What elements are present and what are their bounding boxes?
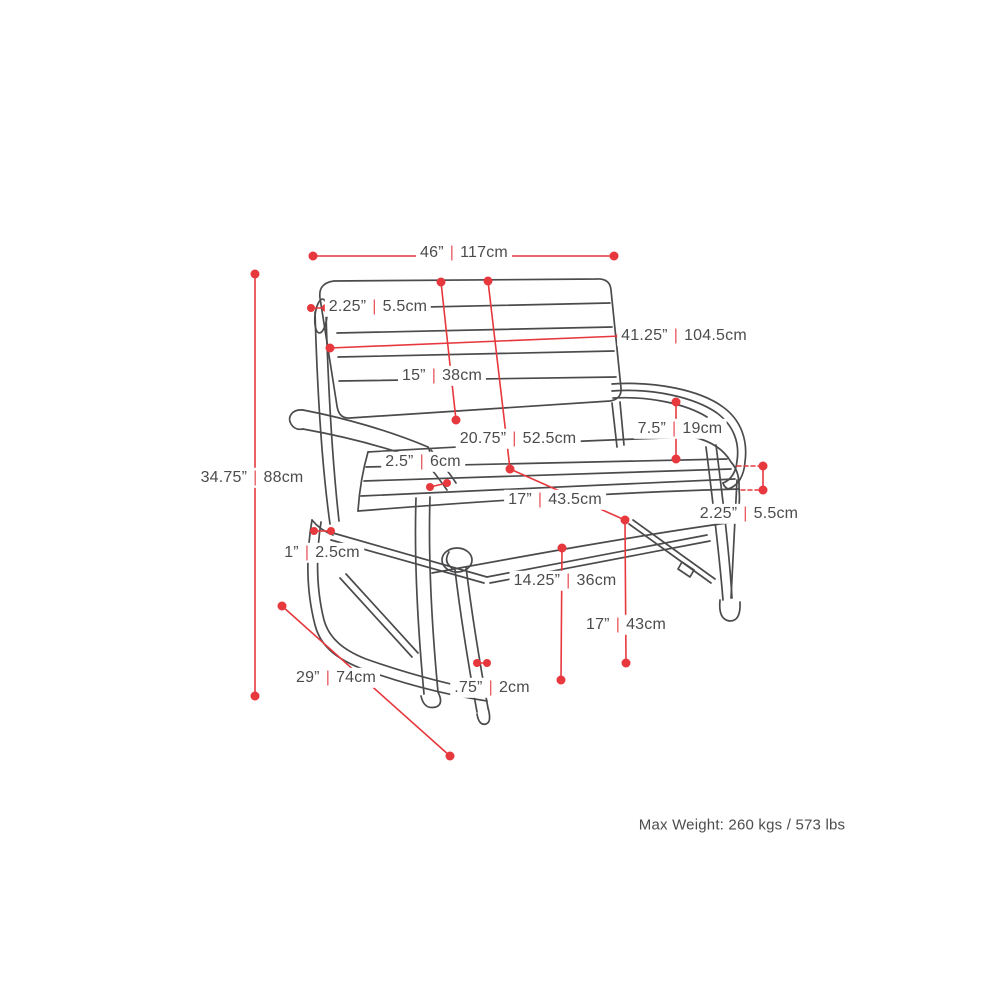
max-weight-note: Max Weight: 260 kgs / 573 lbs [638,816,846,834]
dimension-label-glider-tube-width [450,678,534,698]
value-cm: 43cm [626,615,667,633]
dimension-label-overall-width [416,243,512,263]
value-cm: 2cm [498,678,530,696]
value-inches: 14.25” [513,571,561,589]
dimension-label-back-width [617,326,751,346]
dimension-label-seat-edge-thickness [696,504,802,524]
separator: | [325,668,331,686]
separator: | [672,419,677,437]
separator: | [253,468,258,486]
separator: | [512,429,517,447]
dimension-label-base-depth [292,668,380,688]
dimension-label-frame-tube [325,297,431,317]
dim-line-seat-height [625,520,626,663]
value-inches: 34.75” [200,468,248,486]
dimension-label-under-seat-clearance [510,571,621,591]
value-inches: 15” [401,366,426,384]
value-inches: 20.75” [459,429,507,447]
dimension-label-backrest-height [398,366,486,386]
dim-line-clearance [561,548,562,680]
value-cm: 38cm [442,366,483,384]
value-inches: 2.25” [328,297,367,315]
value-cm: 5.5cm [753,504,799,522]
separator: | [673,326,679,344]
dim-line-backrest-height [441,282,456,420]
value-inches: 7.5” [637,419,667,437]
separator: | [431,366,437,384]
value-inches: 17” [585,615,610,633]
value-cm: 74cm [336,668,377,686]
value-cm: 88cm [263,468,304,486]
value-cm: 5.5cm [382,297,428,315]
value-inches: 2.25” [699,504,738,522]
value-cm: 104.5cm [684,326,747,344]
value-inches: 1” [284,543,299,561]
dimension-label-seat-height [582,615,670,635]
value-inches: 46” [420,243,444,261]
separator: | [488,678,493,696]
dimension-label-arm-post-width [381,452,465,472]
dimension-label-seat-depth [504,490,606,510]
dimension-label-overall-height [197,468,308,488]
separator: | [615,615,621,633]
value-cm: 6cm [429,452,461,470]
value-inches: 17” [508,490,532,508]
dimension-label-leg-tube-width [280,543,364,563]
separator: | [449,243,455,261]
dim-line-back-width [330,336,621,348]
separator: | [419,452,424,470]
value-inches: .75” [454,678,483,696]
value-inches: 29” [295,668,320,686]
dimension-label-arm-to-seat [634,419,727,439]
separator: | [566,571,571,589]
value-cm: 36cm [576,571,617,589]
separator: | [372,297,377,315]
value-cm: 117cm [460,243,508,261]
separator: | [743,504,748,522]
dimension-label-back-total-height [456,429,581,449]
separator: | [304,543,310,561]
value-cm: 52.5cm [522,429,577,447]
separator: | [537,490,543,508]
value-inches: 2.5” [385,452,414,470]
value-cm: 43.5cm [548,490,602,508]
value-inches: 41.25” [621,326,668,344]
left-back-post [313,298,339,524]
value-cm: 2.5cm [315,543,360,561]
value-cm: 19cm [682,419,723,437]
